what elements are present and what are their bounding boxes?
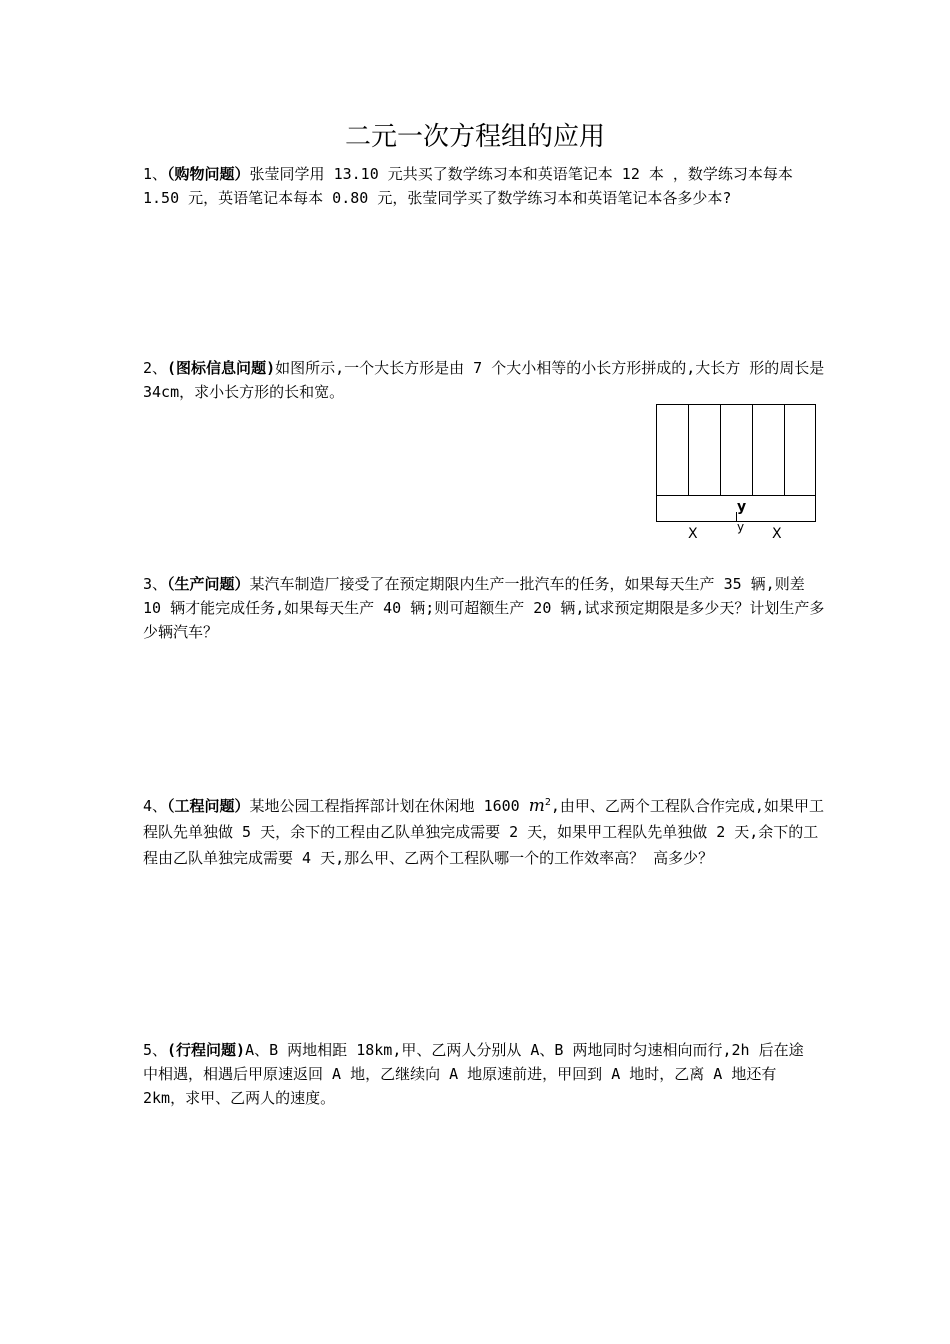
- question-text: 张莹同学用 13.10 元共买了数学练习本和英语笔记本 12 本 ，数学练习本每本 1.50 元，英语笔记本每本 0.80 元，张莹同学买了数学练习本和英语笔记本各多少本?: [143, 165, 793, 207]
- label-y-top: y: [737, 499, 747, 515]
- rectangle-figure: [656, 404, 816, 522]
- question-text: A、B 两地相距 18km,甲、乙两人分别从 A、B 两地同时匀速相向而行,2h 后在途中相遇，相遇后甲原速返回 A 地，乙继续向 A 地原速前进，甲回到 A 地时，乙离 A 地还有 2km，求甲、乙两人的速度。: [143, 1041, 804, 1107]
- outer-rectangle: [657, 405, 816, 522]
- question-tag: (行程问题): [167, 1041, 246, 1059]
- question-5: [143, 1038, 805, 1110]
- question-number: 1、: [143, 165, 168, 183]
- question-3: [143, 572, 827, 644]
- question-1: [143, 162, 827, 210]
- question-tag: (图标信息问题): [167, 359, 276, 377]
- unit-symbol: m: [528, 796, 545, 816]
- question-number: 4、: [143, 797, 168, 815]
- question-tag: （购物问题）: [167, 165, 250, 183]
- rectangle-diagram: [656, 404, 816, 522]
- label-x-left: X: [688, 526, 698, 542]
- unit-superscript: 2: [544, 797, 551, 808]
- question-text: 某地公园工程指挥部计划在休闲地 1600: [249, 797, 529, 815]
- question-tag: （生产问题）: [167, 575, 250, 593]
- question-number: 2、: [143, 359, 168, 377]
- question-2: [143, 356, 827, 404]
- question-tag: （工程问题）: [167, 797, 250, 815]
- question-text: ,由甲、乙两个工程队合作完成,如果甲工程队先单独做 5 天，余下的工程由乙队单独完成需要 2 天，如果甲工程队先单独做 2 天,余下的工程由乙队单独完成需要 4 天,那么甲、乙两个工程队哪一个的工作效率高？ 高多少？: [143, 797, 824, 867]
- question-4: [143, 790, 827, 871]
- question-text: 某汽车制造厂接受了在预定期限内生产一批汽车的任务，如果每天生产 35 辆,则差 10 辆才能完成任务,如果每天生产 40 辆;则可超额生产 20 辆,试求预定期限是多少天？计划生产多少辆汽车？: [143, 575, 825, 641]
- label-x-right: X: [772, 526, 782, 542]
- question-number: 5、: [143, 1041, 168, 1059]
- question-text: 如图所示,一个大长方形是由 7 个大小相等的小长方形拼成的,大长方 形的周长是 34cm，求小长方形的长和宽。: [143, 359, 825, 401]
- question-number: 3、: [143, 575, 168, 593]
- page-title: 二元一次方程组的应用: [344, 122, 605, 152]
- label-y-bottom: y: [737, 520, 745, 534]
